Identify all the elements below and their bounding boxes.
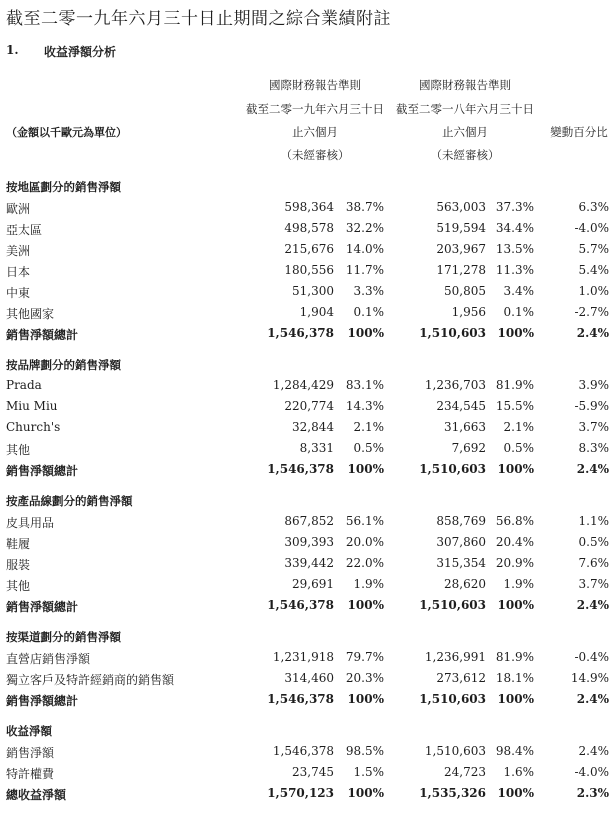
section-heading: 按品牌劃分的銷售淨額: [6, 358, 121, 372]
percent-2019: 38.7%: [345, 200, 384, 214]
value-2019: 29,691: [292, 577, 334, 591]
value-2018: 234,545: [436, 399, 486, 413]
value-2019: 51,300: [292, 284, 334, 298]
change-percent: 6.3%: [578, 200, 609, 214]
row-label: 銷售淨額總計: [6, 328, 79, 342]
row-label: 銷售淨額總計: [6, 694, 79, 708]
percent-2019: 83.1%: [345, 378, 384, 392]
section-spacer: [0, 344, 616, 354]
change-percent: -4.0%: [574, 765, 609, 779]
value-2019: 498,578: [284, 221, 334, 235]
change-percent: 2.4%: [576, 326, 609, 340]
change-percent: 1.1%: [578, 514, 609, 528]
table-row: [0, 239, 616, 260]
table-row: [0, 741, 616, 762]
percent-2019: 14.0%: [345, 242, 384, 256]
table-row: [0, 260, 616, 281]
percent-2018: 2.1%: [503, 420, 534, 434]
value-2018: 273,612: [436, 671, 486, 685]
percent-2019: 20.0%: [345, 535, 384, 549]
value-2018: 563,003: [436, 200, 486, 214]
section-spacer: [0, 710, 616, 720]
percent-2018: 18.1%: [495, 671, 534, 685]
value-2019: 1,546,378: [267, 462, 334, 476]
percent-2019: 100%: [347, 692, 384, 706]
section-heading: 按產品線劃分的銷售淨額: [6, 494, 133, 508]
total-row: [0, 783, 616, 804]
percent-2019: 56.1%: [345, 514, 384, 528]
change-percent: 14.9%: [570, 671, 609, 685]
change-percent: -2.7%: [574, 305, 609, 319]
percent-2019: 100%: [347, 326, 384, 340]
value-2018: 1,510,603: [424, 744, 486, 758]
percent-2018: 98.4%: [495, 744, 534, 758]
percent-2019: 79.7%: [345, 650, 384, 664]
total-row: [0, 459, 616, 480]
change-percent: 3.7%: [578, 577, 609, 591]
col2-header-line4: （未經審核）: [430, 148, 500, 162]
col1-header-line1: 國際財務報告準則: [269, 78, 361, 92]
percent-2018: 81.9%: [495, 378, 534, 392]
row-label: 特許權費: [6, 767, 55, 781]
value-2018: 1,535,326: [419, 786, 486, 800]
value-2019: 8,331: [299, 441, 334, 455]
change-percent: 3.7%: [578, 420, 609, 434]
percent-2019: 14.3%: [345, 399, 384, 413]
change-percent: -0.4%: [574, 650, 609, 664]
value-2019: 180,556: [284, 263, 334, 277]
change-percent: 5.4%: [578, 263, 609, 277]
table-row: [0, 668, 616, 689]
percent-2019: 0.5%: [353, 441, 384, 455]
change-percent: 0.5%: [578, 535, 609, 549]
change-percent: 2.4%: [578, 744, 609, 758]
table-row: [0, 417, 616, 438]
percent-2018: 0.5%: [503, 441, 534, 455]
value-2018: 1,236,703: [424, 378, 486, 392]
value-2019: 598,364: [284, 200, 334, 214]
table-row: [0, 197, 616, 218]
change-percent: 2.4%: [576, 692, 609, 706]
change-percent: 8.3%: [578, 441, 609, 455]
table-row: [0, 281, 616, 302]
value-2019: 1,546,378: [272, 744, 334, 758]
total-row: [0, 689, 616, 710]
row-label: 銷售淨額總計: [6, 600, 79, 614]
percent-2019: 100%: [347, 786, 384, 800]
section-title: 收益淨額分析: [44, 45, 117, 59]
value-2019: 215,676: [284, 242, 334, 256]
percent-2018: 13.5%: [495, 242, 534, 256]
percent-2019: 0.1%: [353, 305, 384, 319]
value-2018: 171,278: [436, 263, 486, 277]
value-2018: 7,692: [451, 441, 486, 455]
percent-2018: 20.9%: [495, 556, 534, 570]
row-label: Church's: [6, 420, 61, 434]
value-2019: 1,904: [299, 305, 334, 319]
section-heading-row: [0, 176, 616, 197]
value-2018: 31,663: [444, 420, 486, 434]
table-row: [0, 647, 616, 668]
section-heading-row: [0, 354, 616, 375]
row-label: 亞太區: [6, 223, 43, 237]
col1-header-line2: 截至二零一九年六月三十日: [246, 102, 384, 116]
value-2018: 307,860: [436, 535, 486, 549]
value-2018: 203,967: [436, 242, 486, 256]
row-label: 皮具用品: [6, 516, 55, 530]
col1-header-line3: 止六個月: [292, 125, 338, 139]
percent-2018: 20.4%: [495, 535, 534, 549]
table-row: [0, 438, 616, 459]
percent-2018: 1.6%: [503, 765, 534, 779]
col2-header-line2: 截至二零一八年六月三十日: [396, 102, 534, 116]
net-revenue-table: [0, 176, 616, 804]
row-label: 服裝: [6, 558, 31, 572]
value-2018: 24,723: [444, 765, 486, 779]
unit-note: （金額以千歐元為單位）: [6, 126, 127, 139]
change-header: 變動百分比: [550, 125, 608, 139]
row-label: 其他: [6, 579, 31, 593]
value-2019: 32,844: [292, 420, 334, 434]
row-label: 銷售淨額: [6, 746, 55, 760]
page-title: 截至二零一九年六月三十日止期間之綜合業績附註: [6, 9, 391, 29]
value-2018: 1,510,603: [419, 692, 486, 706]
value-2018: 1,236,991: [424, 650, 486, 664]
percent-2019: 100%: [347, 462, 384, 476]
section-heading-row: [0, 626, 616, 647]
section-number: 1.: [6, 43, 19, 57]
value-2018: 519,594: [436, 221, 486, 235]
total-row: [0, 323, 616, 344]
section-spacer: [0, 616, 616, 626]
percent-2018: 15.5%: [495, 399, 534, 413]
table-row: [0, 574, 616, 595]
section-heading: 按渠道劃分的銷售淨額: [6, 630, 121, 644]
percent-2019: 22.0%: [345, 556, 384, 570]
row-label: 中東: [6, 286, 31, 300]
value-2018: 1,510,603: [419, 598, 486, 612]
change-percent: 2.4%: [576, 462, 609, 476]
table-row: [0, 553, 616, 574]
value-2019: 23,745: [292, 765, 334, 779]
change-percent: 5.7%: [578, 242, 609, 256]
percent-2018: 1.9%: [503, 577, 534, 591]
change-percent: -4.0%: [574, 221, 609, 235]
table-row: [0, 762, 616, 783]
table-row: [0, 218, 616, 239]
table-row: [0, 511, 616, 532]
percent-2019: 2.1%: [353, 420, 384, 434]
value-2018: 1,510,603: [419, 326, 486, 340]
col2-header-line1: 國際財務報告準則: [419, 78, 511, 92]
row-label: 直營店銷售淨額: [6, 652, 91, 666]
value-2018: 1,510,603: [419, 462, 486, 476]
percent-2019: 98.5%: [345, 744, 384, 758]
total-row: [0, 595, 616, 616]
percent-2018: 34.4%: [495, 221, 534, 235]
value-2019: 309,393: [284, 535, 334, 549]
value-2018: 28,620: [444, 577, 486, 591]
value-2019: 1,546,378: [267, 326, 334, 340]
value-2019: 867,852: [284, 514, 334, 528]
section-heading: 按地區劃分的銷售淨額: [6, 180, 121, 194]
percent-2018: 100%: [497, 326, 534, 340]
section-heading-row: [0, 490, 616, 511]
col2-header-line3: 止六個月: [442, 125, 488, 139]
row-label: 鞋履: [6, 537, 31, 551]
percent-2018: 81.9%: [495, 650, 534, 664]
col1-header-line4: （未經審核）: [280, 148, 350, 162]
row-label: 歐洲: [6, 202, 31, 216]
percent-2018: 100%: [497, 692, 534, 706]
percent-2018: 3.4%: [503, 284, 534, 298]
change-percent: 2.4%: [576, 598, 609, 612]
percent-2019: 1.5%: [353, 765, 384, 779]
change-percent: 7.6%: [578, 556, 609, 570]
change-percent: 3.9%: [578, 378, 609, 392]
row-label: 其他國家: [6, 307, 55, 321]
table-row: [0, 375, 616, 396]
row-label: 獨立客戶及特許經銷商的銷售額: [6, 673, 175, 687]
row-label: 日本: [6, 265, 31, 279]
section-heading: 收益淨額: [6, 724, 52, 738]
value-2018: 1,956: [451, 305, 486, 319]
row-label: Miu Miu: [6, 399, 58, 413]
value-2019: 1,546,378: [267, 598, 334, 612]
percent-2019: 32.2%: [345, 221, 384, 235]
value-2018: 50,805: [444, 284, 486, 298]
section-heading-row: [0, 720, 616, 741]
value-2019: 220,774: [284, 399, 334, 413]
change-percent: -5.9%: [574, 399, 609, 413]
value-2018: 858,769: [436, 514, 486, 528]
row-label: Prada: [6, 378, 42, 392]
percent-2018: 37.3%: [495, 200, 534, 214]
percent-2019: 11.7%: [345, 263, 384, 277]
value-2019: 314,460: [284, 671, 334, 685]
row-label: 美洲: [6, 244, 31, 258]
value-2019: 339,442: [284, 556, 334, 570]
change-percent: 1.0%: [578, 284, 609, 298]
section-spacer: [0, 480, 616, 490]
value-2019: 1,570,123: [267, 786, 334, 800]
percent-2018: 100%: [497, 462, 534, 476]
table-row: [0, 302, 616, 323]
row-label: 總收益淨額: [6, 788, 67, 802]
row-label: 銷售淨額總計: [6, 464, 79, 478]
percent-2019: 20.3%: [345, 671, 384, 685]
percent-2018: 11.3%: [495, 263, 534, 277]
row-label: 其他: [6, 443, 31, 457]
value-2019: 1,284,429: [272, 378, 334, 392]
percent-2018: 56.8%: [495, 514, 534, 528]
value-2019: 1,231,918: [272, 650, 334, 664]
table-row: [0, 532, 616, 553]
value-2018: 315,354: [436, 556, 486, 570]
percent-2018: 100%: [497, 598, 534, 612]
change-percent: 2.3%: [576, 786, 609, 800]
percent-2019: 1.9%: [353, 577, 384, 591]
percent-2019: 3.3%: [353, 284, 384, 298]
table-row: [0, 396, 616, 417]
percent-2019: 100%: [347, 598, 384, 612]
percent-2018: 0.1%: [503, 305, 534, 319]
value-2019: 1,546,378: [267, 692, 334, 706]
percent-2018: 100%: [497, 786, 534, 800]
